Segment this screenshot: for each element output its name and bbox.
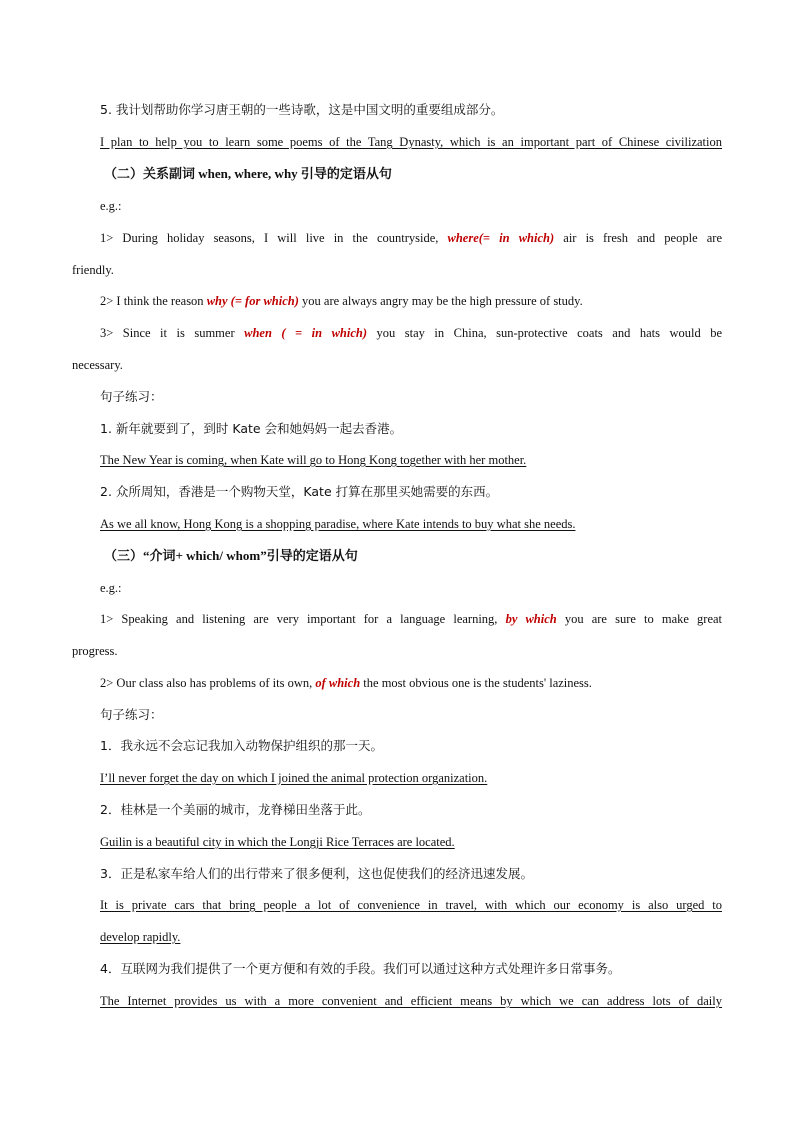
practice-2-2-chinese: 2. 众所周知，香港是一个购物天堂，Kate 打算在那里买她需要的东西。: [100, 484, 499, 499]
example-2-3-cont: necessary.: [72, 358, 123, 372]
practice-3-4-english: The Internet provides us with a more convenient and efficient means by which we can address lots of daily: [100, 994, 722, 1008]
item5-chinese: 5. 我计划帮助你学习唐王朝的一些诗歌，这是中国文明的重要组成部分。: [100, 102, 504, 117]
example-2-2: [100, 292, 722, 310]
practice-label-3: 句子练习：: [100, 707, 163, 722]
example-text: you are sure to make great: [564, 612, 723, 626]
practice-3-4-chinese: 4．互联网为我们提供了一个更方便和有效的手段。我们可以通过这种方式处理许多日常事务。: [100, 961, 621, 976]
practice-2-1-chinese: 1. 新年就要到了，到时 Kate 会和她妈妈一起去香港。: [100, 421, 403, 436]
example-text: the most obvious one is the students' laziness.: [363, 676, 592, 690]
relative-adverb-highlight: when ( = in which): [244, 326, 368, 340]
practice-3-3-english-cont: develop rapidly.: [100, 930, 181, 944]
practice-label-2: 句子练习：: [100, 389, 163, 404]
example-2-1: [100, 229, 722, 247]
example-2-3: [100, 324, 722, 342]
example-text: you are always angry may be the high pressure of study.: [302, 294, 583, 308]
example-2-1-cont: friendly.: [72, 263, 114, 277]
example-text: air is fresh and people are: [563, 231, 722, 245]
practice-3-3-english: It is private cars that bring people a lot of convenience in travel, with which our economy is also urged to: [100, 898, 722, 912]
section-3-header: （三）“介词+ which/ whom”引导的定语从句: [104, 548, 358, 563]
example-text: 2> Our class also has problems of its own,: [100, 676, 313, 690]
section-2-header: （二）关系副词 when, where, why 引导的定语从句: [104, 166, 392, 181]
practice-2-2-english: As we all know, Hong Kong is a shopping paradise, where Kate intends to buy what she needs.: [100, 517, 576, 531]
practice-3-3-chinese: 3．正是私家车给人们的出行带来了很多便利，这也促使我们的经济迅速发展。: [100, 866, 533, 881]
example-3-1: [100, 610, 722, 628]
example-text: 2> I think the reason: [100, 294, 204, 308]
relative-adverb-highlight: why (= for which): [206, 294, 299, 308]
eg-label-3: e.g.:: [100, 581, 122, 595]
preposition-which-highlight: of which: [315, 676, 361, 690]
practice-3-1-english: I’ll never forget the day on which I joined the animal protection organization.: [100, 771, 488, 785]
example-text: you stay in China, sun-protective coats and hats would be: [376, 326, 723, 340]
eg-label-2: e.g.:: [100, 199, 122, 213]
example-text: 3> Since it is summer: [100, 326, 235, 340]
practice-3-2-english: Guilin is a beautiful city in which the Longji Rice Terraces are located.: [100, 835, 455, 849]
example-3-2: [100, 674, 722, 692]
relative-adverb-highlight: where(= in which): [447, 231, 555, 245]
item5-english: I plan to help you to learn some poems of the Tang Dynasty, which is an important part of Chinese civilization: [100, 135, 722, 149]
practice-2-1-english: The New Year is coming, when Kate will go to Hong Kong together with her mother.: [100, 453, 527, 467]
preposition-which-highlight: by which: [505, 612, 557, 626]
practice-3-2-chinese: 2．桂林是一个美丽的城市，龙脊梯田坐落于此。: [100, 802, 371, 817]
practice-3-1-chinese: 1．我永远不会忘记我加入动物保护组织的那一天。: [100, 738, 383, 753]
example-3-1-cont: progress.: [72, 644, 118, 658]
example-text: 1> Speaking and listening are very important for a language learning,: [100, 612, 498, 626]
example-text: 1> During holiday seasons, I will live in the countryside,: [100, 231, 439, 245]
